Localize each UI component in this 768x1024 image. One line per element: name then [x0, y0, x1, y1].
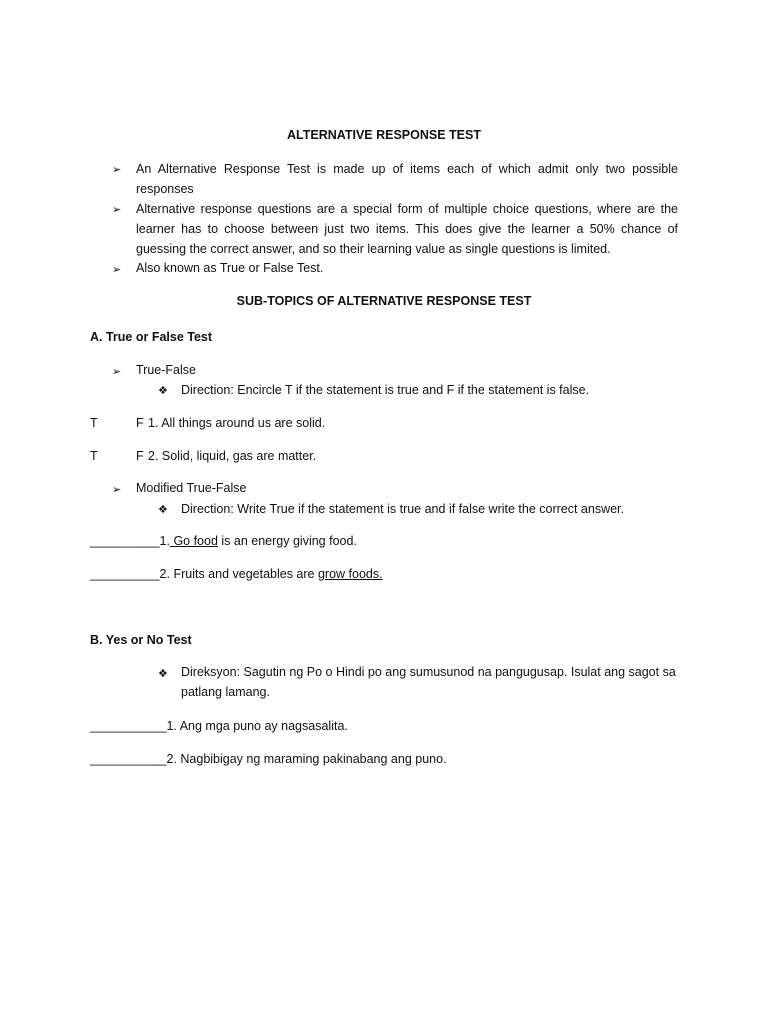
- intro-bullet-3: Also known as True or False Test.: [136, 261, 324, 275]
- item-text: 2. Nagbibigay ng maraming pakinabang ang puno.: [166, 752, 447, 766]
- answer-blank: __________: [90, 567, 160, 581]
- arrow-bullet-icon: ➢: [112, 484, 122, 496]
- arrow-bullet-icon: ➢: [112, 366, 122, 378]
- item-text: is an energy giving food.: [217, 534, 357, 548]
- modified-item-2: [90, 567, 383, 581]
- diamond-bullet-icon: ❖: [158, 668, 168, 680]
- true-false-direction: Direction: Encircle T if the statement is true and F if the statement is false.: [181, 383, 590, 397]
- section-a-heading: A. True or False Test: [90, 330, 213, 344]
- intro-bullet-1: An Alternative Response Test is made up of items each of which admit only two possible responses: [136, 162, 678, 196]
- modified-true-false-label: Modified True-False: [136, 481, 247, 495]
- underlined-term: grow foods.: [317, 567, 383, 581]
- subtopics-title: SUB-TOPICS OF ALTERNATIVE RESPONSE TEST: [236, 294, 532, 308]
- tf-item-2-f: F: [136, 449, 144, 463]
- tf-item-1-text: 1. All things around us are solid.: [148, 416, 326, 430]
- underlined-term: Go food: [169, 534, 218, 548]
- diamond-bullet-icon: ❖: [158, 385, 168, 397]
- arrow-bullet-icon: ➢: [112, 204, 122, 216]
- section-b-direction: Direksyon: Sagutin ng Po o Hindi po ang sumusunod na pangugusap. Isulat ang sagot sa patlang lamang.: [181, 665, 676, 699]
- answer-blank: __________: [90, 534, 160, 548]
- item-text: Fruits and vegetables are: [169, 567, 318, 581]
- modified-direction: Direction: Write True if the statement is true and if false write the correct answer.: [181, 502, 625, 516]
- diamond-bullet-icon: ❖: [158, 504, 168, 516]
- item-text: 1. Ang mga puno ay nagsasalita.: [166, 719, 348, 733]
- answer-blank: ___________: [90, 719, 167, 733]
- yes-no-item-1: [90, 719, 348, 733]
- arrow-bullet-icon: ➢: [112, 264, 122, 276]
- modified-item-1: [90, 534, 357, 548]
- tf-item-1-t: T: [90, 416, 98, 430]
- tf-item-2-t: T: [90, 449, 98, 463]
- true-false-label: True-False: [136, 363, 196, 377]
- yes-no-item-2: [90, 752, 447, 766]
- arrow-bullet-icon: ➢: [112, 164, 122, 176]
- intro-bullet-2: Alternative response questions are a special form of multiple choice questions, where are the learner has to choose between just two items. This does give the learner a 50% chance of guessing the correct answer, and so their learning value as single questions is limited.: [136, 202, 678, 256]
- tf-item-2-text: 2. Solid, liquid, gas are matter.: [148, 449, 317, 463]
- section-b-heading: B. Yes or No Test: [90, 633, 192, 647]
- item-number: 1.: [159, 534, 170, 548]
- tf-item-1-f: F: [136, 416, 144, 430]
- item-number: 2.: [159, 567, 170, 581]
- answer-blank: ___________: [90, 752, 167, 766]
- page-title: ALTERNATIVE RESPONSE TEST: [286, 128, 481, 142]
